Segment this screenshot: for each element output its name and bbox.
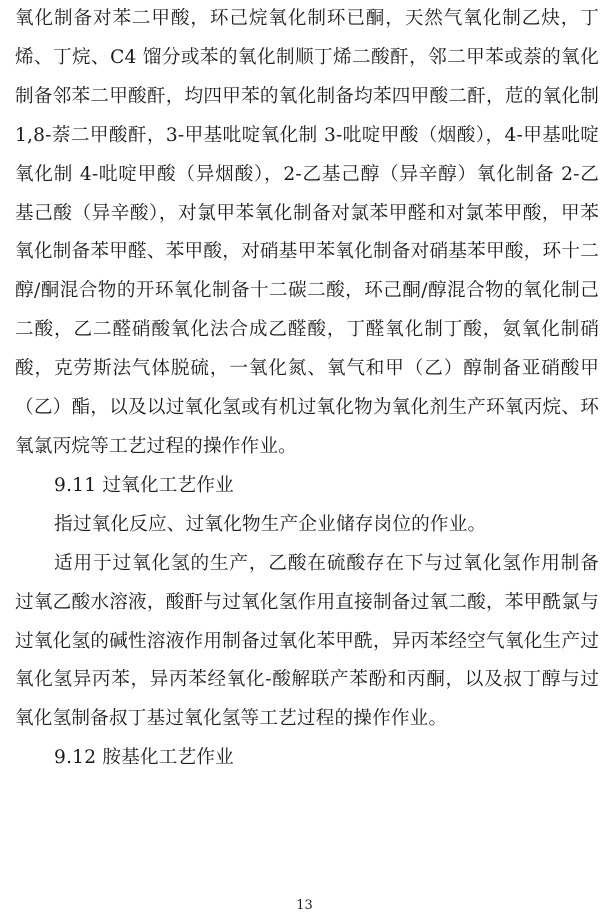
section-9-11-definition: 指过氧化反应、过氧化物生产企业储存岗位的作业。 [54, 513, 487, 535]
page-number: 13 [296, 898, 313, 913]
continued-paragraph: 氧化制备对苯二甲酸，环己烷氧化制环已酮，天然气氧化制乙炔，丁烯、丁烷、C4 馏分或苯的氧化制顺丁烯二酸酐，邻二甲苯或萘的氧化制备邻苯二甲酸酐，均四甲苯的氧化制备均苯四甲酸二酐，苊的氧化制 1,8-萘二甲酸酐，3-甲基吡啶氧化制 3-吡啶甲酸（烟酸），4-甲基吡啶氧化制 4-吡啶甲酸（异烟酸），2-乙基己醇（异辛醇）氧化制备 2-乙基己酸（异辛酸），对氯甲苯氧化制备对氯苯甲醛和对氯苯甲酸，甲苯氧化制备苯甲醛、苯甲酸，对硝基甲苯氧化制备对硝基苯甲酸，环十二醇/酮混合物的开环氧化制备十二碳二酸，环己酮/醇混合物的氧化制己二酸，乙二醛硝酸氧化法合成乙醛酸，丁醛氧化制丁酸，氨氧化制硝酸，克劳斯法气体脱硫，一氧化氮、氧气和甲（乙）醇制备亚硝酸甲（乙）酯，以及以过氧化氢或有机过氧化物为氧化剂生产环氧丙烷、环氧氯丙烷等工艺过程的操作作业。 [15, 8, 599, 457]
section-9-11-heading: 9.11 过氧化工艺作业 [54, 474, 234, 496]
document-body [15, 0, 599, 778]
section-9-11-scope: 适用于过氧化氢的生产，乙酸在硫酸存在下与过氧化氢作用制备过氧乙酸水溶液，酸酐与过氧化氢作用直接制备过氧二酸，苯甲酰氯与过氧化氢的碱性溶液作用制备过氧化苯甲酰，异丙苯经空气氧化生产过氧化氢异丙苯，异丙苯经氧化-酸解联产苯酚和丙酮，以及叔丁醇与过氧化氢制备叔丁基过氧化氢等工艺过程的操作作业。 [15, 552, 599, 730]
section-9-12-heading: 9.12 胺基化工艺作业 [54, 747, 234, 769]
